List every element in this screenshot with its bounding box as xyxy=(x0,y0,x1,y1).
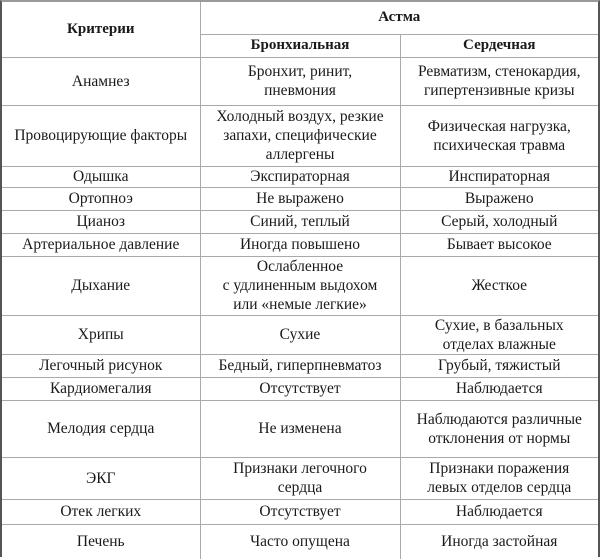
bronchial-cell: Бедный, гиперпневматоз xyxy=(200,354,400,377)
criterion-cell: Мелодия сердца xyxy=(2,400,200,457)
bronchial-cell: Холодный воздух, резкие запахи, специфические аллергены xyxy=(200,105,400,166)
table-row xyxy=(2,315,598,354)
bronchial-cell: Часто опущена xyxy=(200,524,400,559)
criterion-cell: Хрипы xyxy=(2,315,200,354)
asthma-comparison-table xyxy=(2,2,598,559)
criterion-cell: Кардиомегалия xyxy=(2,377,200,400)
table-body xyxy=(2,57,598,559)
criterion-cell: Ортопноэ xyxy=(2,187,200,210)
criterion-cell: Провоцирующие факторы xyxy=(2,105,200,166)
table-row xyxy=(2,210,598,233)
bronchial-cell: Иногда повышено xyxy=(200,233,400,256)
criterion-cell: Цианоз xyxy=(2,210,200,233)
cardiac-cell: Жесткое xyxy=(400,256,598,315)
criterion-cell: Одышка xyxy=(2,166,200,187)
table-row xyxy=(2,457,598,499)
criterion-cell: Легочный рисунок xyxy=(2,354,200,377)
cardiac-cell: Бывает высокое xyxy=(400,233,598,256)
bronchial-cell: Сухие xyxy=(200,315,400,354)
cardiac-cell: Признаки поражения левых отделов сердца xyxy=(400,457,598,499)
bronchial-cell: Признаки легочного сердца xyxy=(200,457,400,499)
cardiac-cell: Серый, холодный xyxy=(400,210,598,233)
table-row xyxy=(2,524,598,559)
bronchial-cell: Синий, теплый xyxy=(200,210,400,233)
bronchial-cell: Ослабленное с удлиненным выдохом или «немые легкие» xyxy=(200,256,400,315)
criterion-cell: Анамнез xyxy=(2,57,200,105)
cardiac-cell: Наблюдается xyxy=(400,499,598,524)
cardiac-cell: Выражено xyxy=(400,187,598,210)
table-row xyxy=(2,400,598,457)
cardiac-cell: Ревматизм, стенокардия, гипертензивные кризы xyxy=(400,57,598,105)
criteria-header: Критерии xyxy=(2,2,200,57)
table-row xyxy=(2,354,598,377)
bronchial-cell: Не изменена xyxy=(200,400,400,457)
table-row xyxy=(2,233,598,256)
criterion-cell: Отек легких xyxy=(2,499,200,524)
asthma-group-header: Астма xyxy=(200,2,598,34)
table-row xyxy=(2,377,598,400)
cardiac-cell: Физическая нагрузка, психическая травма xyxy=(400,105,598,166)
criterion-cell: Дыхание xyxy=(2,256,200,315)
bronchial-cell: Не выражено xyxy=(200,187,400,210)
cardiac-cell: Инспираторная xyxy=(400,166,598,187)
bronchial-cell: Отсутствует xyxy=(200,499,400,524)
cardiac-cell: Иногда застойная xyxy=(400,524,598,559)
criterion-cell: Артериальное давление xyxy=(2,233,200,256)
cardiac-column-header: Сердечная xyxy=(400,34,598,57)
table-row xyxy=(2,57,598,105)
table-row xyxy=(2,256,598,315)
cardiac-cell: Грубый, тяжистый xyxy=(400,354,598,377)
criterion-cell: ЭКГ xyxy=(2,457,200,499)
table-row xyxy=(2,166,598,187)
cardiac-cell: Наблюдается xyxy=(400,377,598,400)
table-row xyxy=(2,187,598,210)
criterion-cell: Печень xyxy=(2,524,200,559)
bronchial-cell: Отсутствует xyxy=(200,377,400,400)
bronchial-cell: Бронхит, ринит, пневмония xyxy=(200,57,400,105)
bronchial-column-header: Бронхиальная xyxy=(200,34,400,57)
table-row xyxy=(2,499,598,524)
cardiac-cell: Сухие, в базальных отделах влажные xyxy=(400,315,598,354)
bronchial-cell: Экспираторная xyxy=(200,166,400,187)
table-row xyxy=(2,105,598,166)
cardiac-cell: Наблюдаются различные отклонения от нормы xyxy=(400,400,598,457)
